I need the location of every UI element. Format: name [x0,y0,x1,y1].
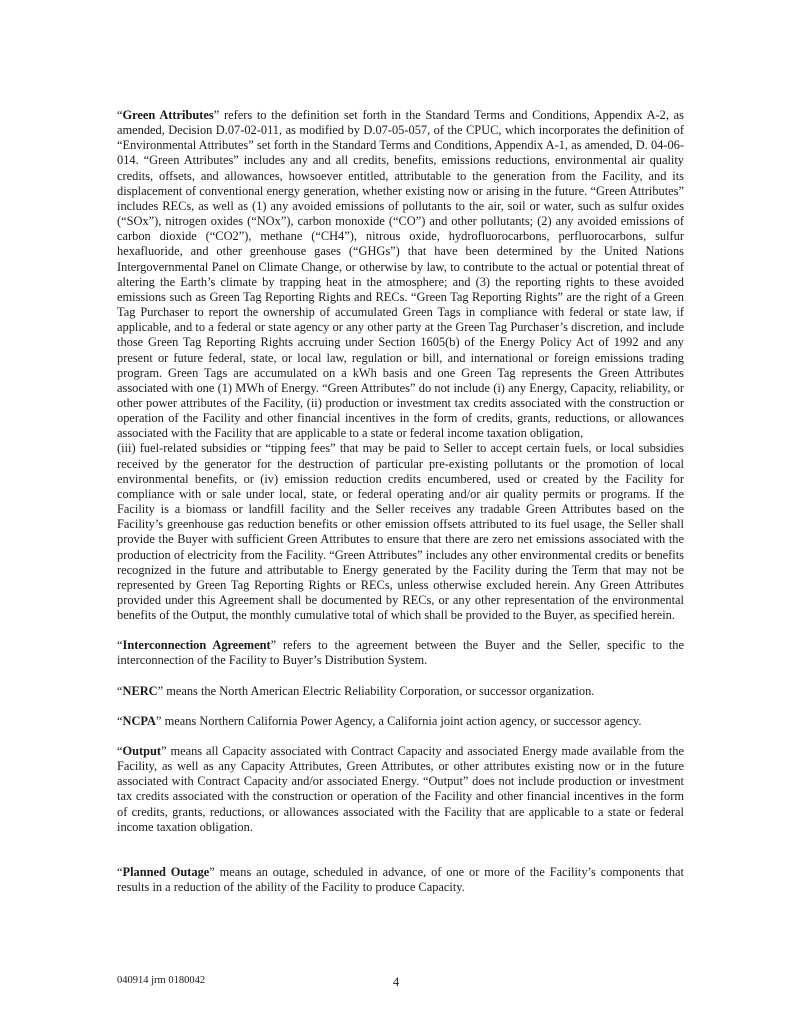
definition-text: ” means all Capacity associated with Contract Capacity and associated Energy made available from the Facility, as well as any Capacity Attributes, Green Attributes, or other attributes existing now or in the future associated with Contract Capacity and/or associated Energy. “Output” does not include production or investment tax credits associated with the construction or operation of the Facility and other financial incentives in the form of credits, grants, reductions, or allowances associated with the Facility that are applicable to a state or federal income taxation obligation. [117,743,684,834]
footer-document-id: 040914 jrm 0180042 [117,975,206,986]
defined-term: NCPA [122,713,156,728]
definition-green-attributes [117,108,684,441]
definition-text: ” means an outage, scheduled in advance, of one or more of the Facility’s components that results in a reduction of the ability of the Facility to produce Capacity. [117,864,684,895]
open-quote: “ [117,108,123,122]
defined-term: Output [122,743,162,758]
definition-text: ” refers to the definition set forth in the Standard Terms and Conditions, Appendix A-2, as amended, Decision D.07-02-011, as modified by D.07-05-057, of the CPUC, which incorporates the definition of “Environmental Attributes” set forth in the Standard Terms and Conditions, Appendix A-1, as amended, D. 04-06-014. “Green Attributes” includes any and all credits, benefits, emissions reductions, environmental air quality credits, offsets, and allowances, howsoever entitled, attributable to the generation from the Facility, and its displacement of conventional energy generation, whether existing now or arising in the future. “Green Attributes” includes RECs, as well as (1) any avoided emissions of pollutants to the air, soil or water, such as sulfur oxides (“SOx”), nitrogen oxides (“NOx”), carbon monoxide (“CO”) and other pollutants; (2) any avoided emissions of carbon dioxide (“CO2”), methane (“CH4”), nitrous oxide, hydrofluorocarbons, perfluorocarbons, sulfur hexafluoride, and other greenhouse gases (“GHGs”) that have been determined by the United Nations Intergovernmental Panel on Climate Change, or otherwise by law, to contribute to the actual or potential threat of altering the Earth’s climate by trapping heat in the atmosphere; and (3) the reporting rights to these avoided emissions such as Green Tag Reporting Rights and RECs. “Green Tag Reporting Rights” are the right of a Green Tag Purchaser to report the ownership of accumulated Green Tags in compliance with federal or state law, if applicable, and to a federal or state agency or any other party at the Green Tag Purchaser’s discretion, and include those Green Tag Reporting Rights accruing under Section 1605(b) of the Energy Policy Act of 1992 and any present or future federal, state, or local law, regulation or bill, and international or foreign emissions trading program. Green Tags are accumulated on a kWh basis and one Green Tag represents the Green Attributes associated with one (1) MWh of Energy. “Green Attributes” do not include (i) any Energy, Capacity, reliability, or other power attributes of the Facility, (ii) production or investment tax credits associated with the construction or operation of the Facility and other financial incentives in the form of credits, grants, reductions, or allowances associated with the Facility that are applicable to a state or federal income taxation obligation, [117,108,684,441]
definition-text: ” means the North American Electric Reliability Corporation, or successor organization. [157,683,595,698]
footer-page-number: 4 [393,975,400,989]
defined-term: Green Attributes [122,108,214,122]
definition-text: ” means Northern California Power Agency, a California joint action agency, or successor agency. [156,713,642,728]
definition-ncpa [117,714,684,729]
open-quote: “ [117,713,123,728]
defined-term: NERC [122,683,158,698]
definition-interconnection-agreement [117,638,684,668]
open-quote: “ [117,864,123,879]
definition-planned-outage [117,865,684,895]
open-quote: “ [117,638,123,653]
defined-term: Planned Outage [122,864,210,879]
defined-term: Interconnection Agreement [122,638,271,653]
definition-green-attributes-continued [117,441,684,623]
open-quote: “ [117,743,123,758]
document-page [117,108,684,895]
open-quote: “ [117,683,123,698]
definition-output [117,744,684,835]
definition-nerc [117,684,684,699]
definition-text: (iii) fuel-related subsidies or “tipping fees” that may be paid to Seller to accept certain fuels, or local subsidies received by the generator for the destruction of particular pre-existing pollutants or the promotion of local environmental benefits, or (iv) emission reduction credits encumbered, used or created by the Facility for compliance with or sale under local, state, or federal operating and/or air quality permits or programs. If the Facility is a biomass or landfill facility and the Seller receives any tradable Green Attributes based on the Facility’s greenhouse gas reduction benefits or other emission offsets attributed to its fuel usage, the Seller shall provide the Buyer with sufficient Green Attributes to ensure that there are zero net emissions associated with the production of electricity from the Facility. “Green Attributes” includes any other environmental credits or benefits recognized in the future and attributable to Energy generated by the Facility during the Term that may not be represented by Green Tag Reporting Rights or RECs, unless otherwise excluded herein. Any Green Attributes provided under this Agreement shall be documented by RECs, or any other representation of the environmental benefits of the Output, the monthly cumulative total of which shall be provided to the Buyer, as specified herein. [117,441,684,623]
definition-text: ” refers to the agreement between the Buyer and the Seller, specific to the interconnection of the Facility to Buyer’s Distribution System. [117,638,685,668]
